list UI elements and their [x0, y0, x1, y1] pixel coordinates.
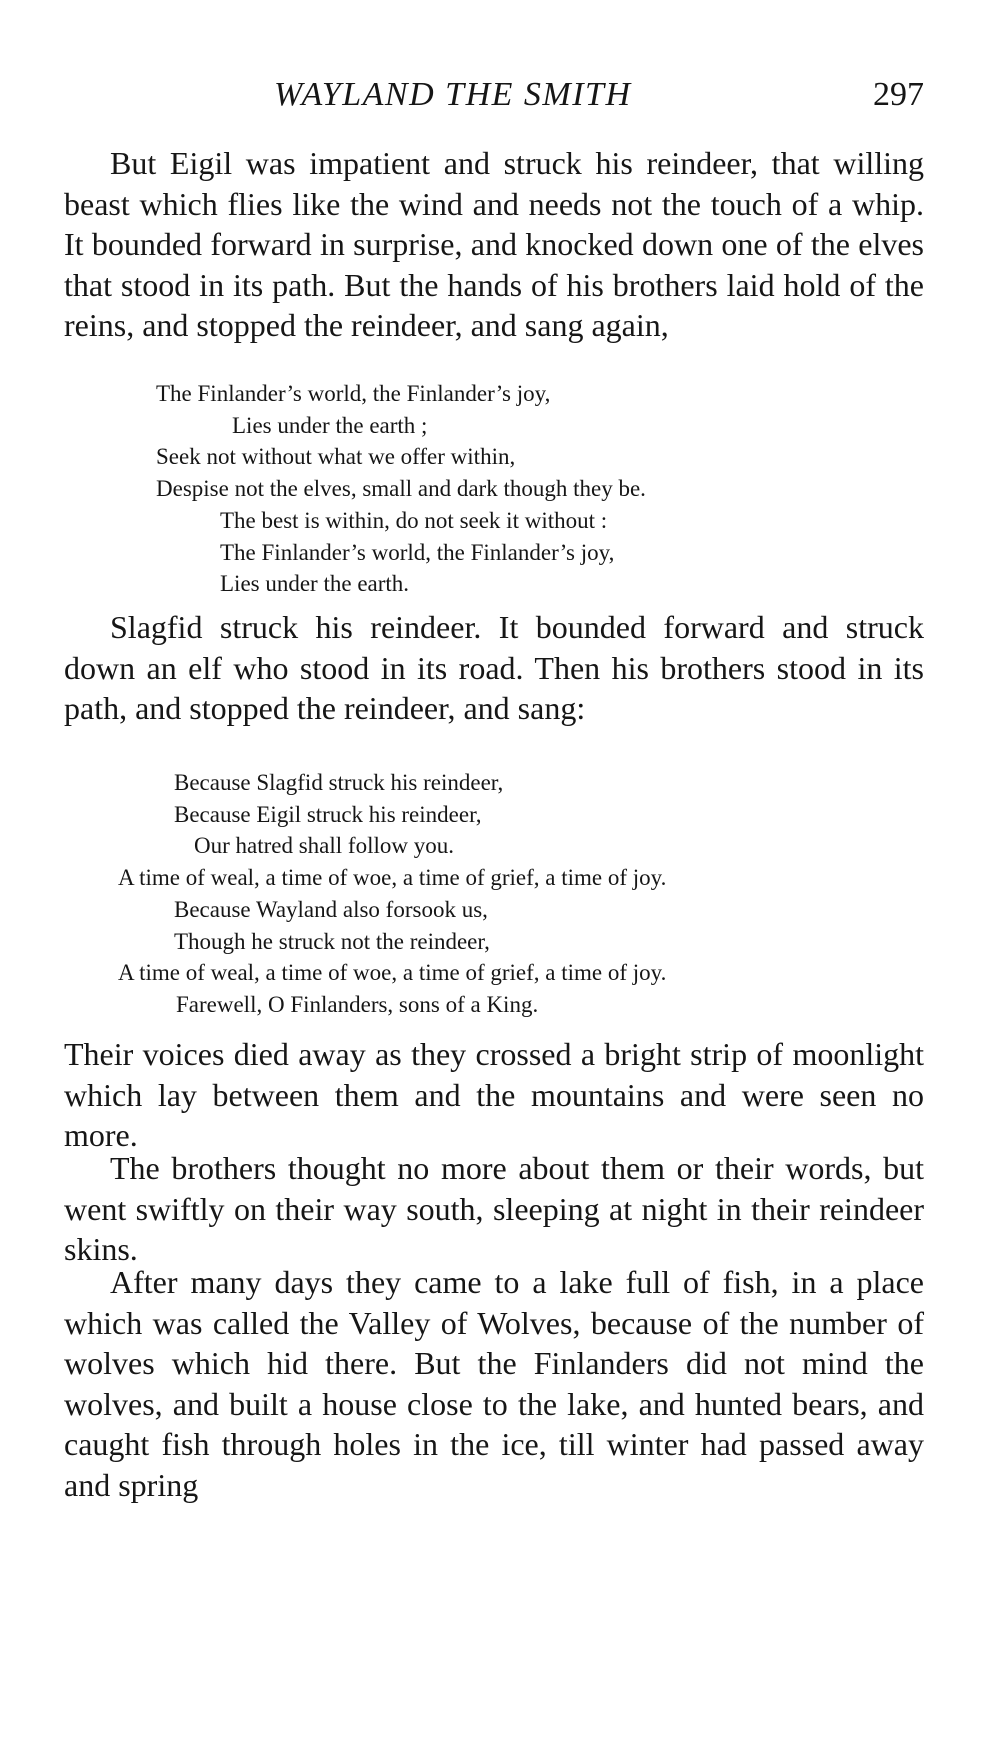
verse-line: Farewell, O Finlanders, sons of a King.: [176, 991, 539, 1017]
verse-line: The best is within, do not seek it without :: [220, 507, 608, 533]
verse-line: A time of weal, a time of woe, a time of grief, a time of joy.: [118, 865, 667, 891]
page-number: 297: [873, 76, 924, 113]
verse-line: A time of weal, a time of woe, a time of grief, a time of joy.: [118, 960, 667, 986]
paragraph-eigil: But Eigil was impatient and struck his reindeer, that willing beast which flies like the wind and needs not the touch of a whip. It bounded forward in surprise, and knocked down one of the elves that stood in its path. But the hands of his brothers laid hold of the reins, and stopped the reindeer, and sang again,: [64, 145, 924, 343]
paragraph-slagfid: Slagfid struck his reindeer. It bounded forward and struck down an elf who stood in its road. Then his brothers stood in its path, and stopped the reindeer, and sang:: [64, 609, 924, 726]
verse-line: Because Wayland also forsook us,: [174, 896, 488, 922]
running-head: [64, 76, 924, 122]
verse-line: Seek not without what we offer within,: [156, 444, 516, 470]
verse-line: Lies under the earth ;: [232, 412, 428, 438]
paragraph-valley-of-wolves: After many days they came to a lake full of fish, in a place which was called the Valley of Wolves, because of the number of wolves which hid there. But the Finlanders did not mind the wolves, and built a house close to the lake, and hunted bears, and caught fish through holes in the ice, till winter had passed away and spring: [64, 1264, 924, 1503]
verse-line: Our hatred shall follow you.: [194, 833, 454, 859]
verse-line: Because Eigil struck his reindeer,: [174, 801, 482, 827]
verse-line: The Finlander’s world, the Finlander’s joy,: [156, 381, 551, 406]
running-title: WAYLAND THE SMITH: [274, 76, 632, 113]
paragraph-voices: Their voices died away as they crossed a bright strip of moonlight which lay between them and the mountains and were seen no more.: [64, 1036, 924, 1153]
verse-finlanders-world: [156, 378, 646, 600]
verse-line: Though he struck not the reindeer,: [174, 928, 490, 954]
verse-line: Despise not the elves, small and dark though they be.: [156, 476, 646, 502]
verse-line: The Finlander’s world, the Finlander’s joy,: [220, 539, 615, 565]
verse-line: Lies under the earth.: [220, 571, 410, 597]
verse-line: Because Slagfid struck his reindeer,: [174, 770, 504, 795]
paragraph-brothers: The brothers thought no more about them or their words, but went swiftly on their way south, sleeping at night in their reindeer skins.: [64, 1150, 924, 1267]
verse-hatred: [118, 767, 666, 1021]
